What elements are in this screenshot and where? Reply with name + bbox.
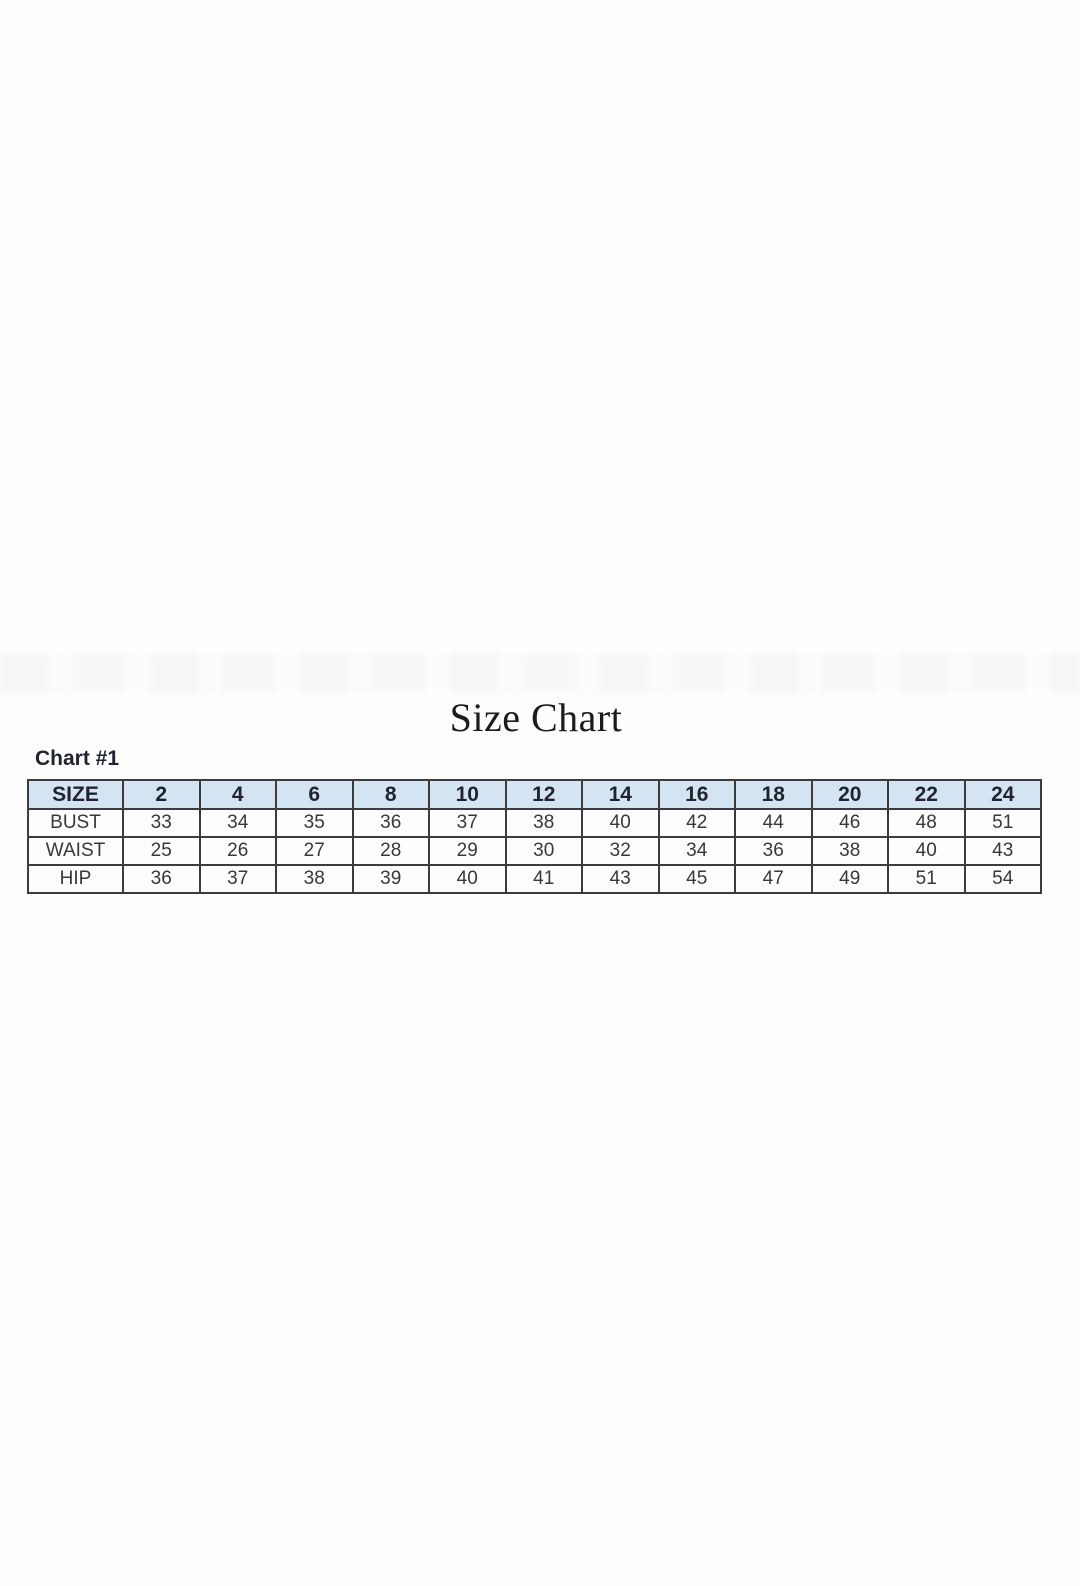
chart-number-label: Chart #1	[35, 747, 120, 770]
measurement-value-cell: 40	[429, 865, 506, 893]
size-value-header: 18	[735, 780, 812, 809]
measurement-value-cell: 25	[123, 837, 200, 865]
measurement-value-cell: 34	[659, 837, 736, 865]
size-table-head	[28, 780, 1041, 809]
size-value-header: 14	[582, 780, 659, 809]
measurement-value-cell: 51	[888, 865, 965, 893]
size-value-header: 16	[659, 780, 736, 809]
measurement-value-cell: 29	[429, 837, 506, 865]
table-row	[28, 865, 1041, 893]
measurement-value-cell: 32	[582, 837, 659, 865]
measurement-value-cell: 36	[353, 809, 430, 837]
measurement-value-cell: 42	[659, 809, 736, 837]
measurement-value-cell: 47	[735, 865, 812, 893]
measurement-value-cell: 35	[276, 809, 353, 837]
measurement-value-cell: 41	[506, 865, 583, 893]
measurement-value-cell: 43	[582, 865, 659, 893]
measurement-value-cell: 44	[735, 809, 812, 837]
size-table-body	[28, 809, 1041, 893]
size-chart-table	[27, 779, 1042, 894]
measurement-value-cell: 54	[965, 865, 1042, 893]
measurement-value-cell: 48	[888, 809, 965, 837]
table-row	[28, 837, 1041, 865]
measurement-value-cell: 37	[200, 865, 277, 893]
measurement-value-cell: 36	[735, 837, 812, 865]
measurement-value-cell: 36	[123, 865, 200, 893]
measurement-value-cell: 38	[276, 865, 353, 893]
size-value-header: 2	[123, 780, 200, 809]
size-value-header: 8	[353, 780, 430, 809]
size-value-header: 6	[276, 780, 353, 809]
measurement-value-cell: 27	[276, 837, 353, 865]
measurement-value-cell: 28	[353, 837, 430, 865]
measurement-value-cell: 33	[123, 809, 200, 837]
measurement-value-cell: 39	[353, 865, 430, 893]
measurement-value-cell: 45	[659, 865, 736, 893]
size-column-header: SIZE	[28, 780, 123, 809]
size-value-header: 4	[200, 780, 277, 809]
size-value-header: 24	[965, 780, 1042, 809]
measurement-label: HIP	[28, 865, 123, 893]
measurement-value-cell: 40	[888, 837, 965, 865]
measurement-value-cell: 51	[965, 809, 1042, 837]
measurement-value-cell: 30	[506, 837, 583, 865]
measurement-value-cell: 40	[582, 809, 659, 837]
measurement-label: BUST	[28, 809, 123, 837]
size-value-header: 12	[506, 780, 583, 809]
size-value-header: 20	[812, 780, 889, 809]
measurement-value-cell: 34	[200, 809, 277, 837]
measurement-value-cell: 37	[429, 809, 506, 837]
measurement-value-cell: 46	[812, 809, 889, 837]
measurement-value-cell: 43	[965, 837, 1042, 865]
page-title: Size Chart	[449, 695, 623, 740]
measurement-value-cell: 49	[812, 865, 889, 893]
measurement-value-cell: 26	[200, 837, 277, 865]
size-table-header-row	[28, 780, 1041, 809]
jpeg-artifact-band	[0, 652, 1080, 694]
size-value-header: 22	[888, 780, 965, 809]
measurement-label: WAIST	[28, 837, 123, 865]
measurement-value-cell: 38	[506, 809, 583, 837]
size-value-header: 10	[429, 780, 506, 809]
table-row	[28, 809, 1041, 837]
measurement-value-cell: 38	[812, 837, 889, 865]
